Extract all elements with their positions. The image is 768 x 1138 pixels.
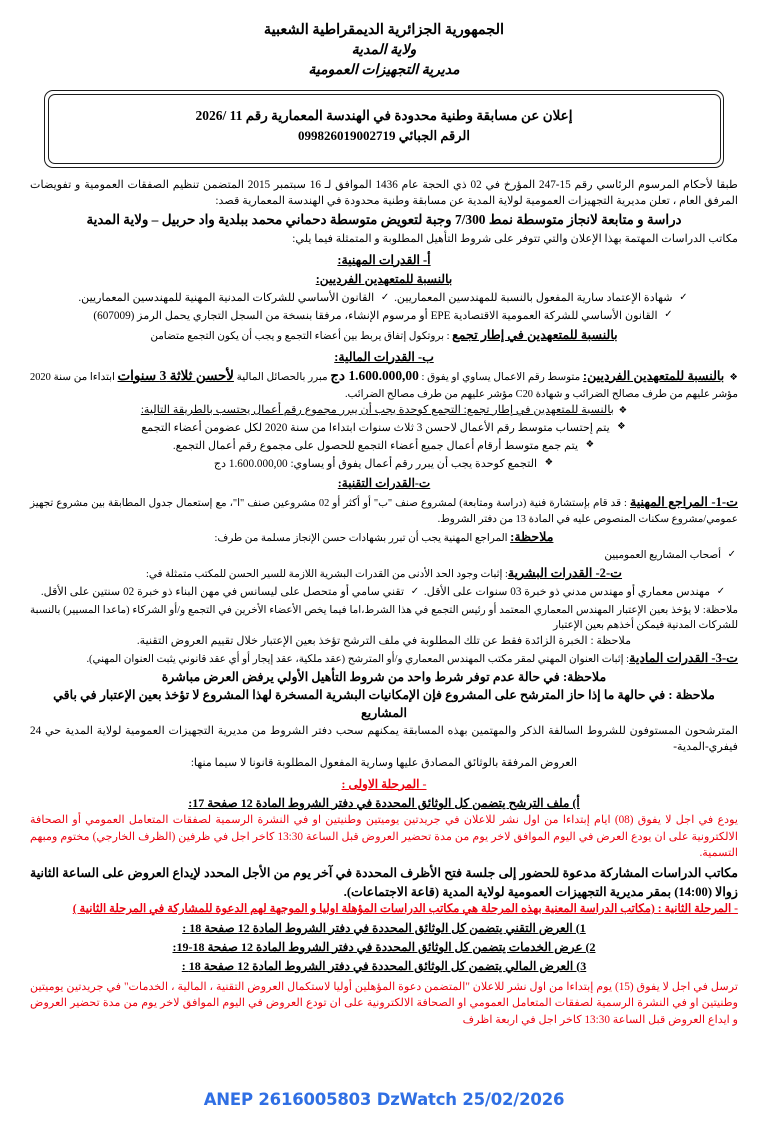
section-c-heading: ت-القدرات التقنية:: [337, 476, 431, 491]
phase-one-heading: - المرحلة الاولى :: [341, 776, 427, 791]
diamond-bullet-icon: ❖: [613, 405, 628, 416]
section-c2-line: [30, 564, 738, 582]
section-c1-note-list: [30, 548, 738, 564]
list-item: ✓ أصحاب المشاريع العموميين: [30, 548, 738, 564]
section-c1-note-label: ملاحظة:: [510, 530, 554, 545]
section-b-group-intro-line: [30, 402, 738, 419]
wilaya-heading: ولاية المدية: [351, 42, 417, 58]
list-item: ❖ يتم جمع متوسط أرقام أعمال جميع أعضاء التجمع للحصول على مجموع رقم أعمال التجمع.: [173, 438, 595, 455]
section-c1-note-text: المراجع المهنية يجب أن تبرر بشهادات حسن الإنجاز مسلمة من طرف:: [214, 533, 511, 545]
list-item: ✓ شهادة الإعتماد سارية المفعول بالنسبة للمهندسين المعماريين.: [394, 290, 690, 307]
phase-one-red-paragraph: يودع في اجل لا يفوق (08) ايام إبتداءا من اول نشر للاعلان في جريدتين يوميتين وطنيتين او في النشرة الرسمية لصفقات المتعامل العمومي أو الصحافة الالكترونية على ان يودع العرض في اليوم الموافق لاخر يوم من مدة تحضير العروض قبل الساعة 13:30 كاخر اجل في ظرفين (الظرف الخارجي) مختوم ومبهم التسمية.: [30, 814, 739, 860]
list-item: ❖ يتم إحتساب متوسط رقم الأعمال لاحسن 3 ثلاث سنوات ابتداءا من سنة 2020 لكل عضومن أعضاء التجمع: [141, 420, 626, 437]
phase-one-item-a: أ) ملف الترشح يتضمن كل الوثائق المحددة في دفتر الشروط المادة 12 صفحة 17:: [188, 795, 580, 810]
tax-id-label: الرقم الجبائي: [398, 128, 470, 144]
phase-two-heading: - المرحلة الثانية : (مكاتب الدراسة المعنية بهذه المرحلة هي مكاتب الدراسات المؤهلة اوليا و الموجهة لهم الدعوة للمشاركة في المرحلة الثانية ): [72, 902, 738, 916]
eligibility-line: مكاتب الدراسات المهتمة بهذا الإعلان والتي تتوفر على شروط التأهيل المطلوبة و المتمثلة فيما يلي:: [292, 233, 738, 246]
phase-two-item-1: 1) العرض التقني يتضمن كل الوثائق المحددة في دفتر الشروط المادة 12 صفحة 18 :: [182, 920, 586, 935]
section-c3-label: ت-3- القدرات المادية: [629, 651, 738, 666]
intro-paragraph: طبقا لأحكام المرسوم الرئاسي رقم 15-247 المؤرخ في 02 ذي الحجة عام 1436 الموافق لـ 16 سبتمبر 2015 المتضمن تنظيم الصفقات العمومية و تفويضات المرفق العام ، تعلن مديرية التجهيزات العمومية لولاية المدية عن مسابقة وطنية محدودة في الهندسة المعمارية قصد:: [30, 178, 738, 207]
phase-two-item-3: 3) العرض المالي يتضمن كل الوثائق المحددة في دفتر الشروط المادة 12 صفحة 18 :: [181, 958, 587, 973]
section-c1-label: ت-1- المراجع المهنية: [629, 494, 738, 509]
section-b-individual-text-1: متوسط رقم الاعمال يساوي او يفوق :: [418, 371, 583, 383]
section-a-group-label: بالنسبة للمتعهدين في إطار تجمع: [452, 328, 618, 343]
title-box-inner: [48, 94, 721, 164]
phase-two-red-paragraph: ترسل في اجل لا يفوق (15) يوم إبتداءا من اول نشر للاعلان "المتضمن دعوة المؤهلين أوليا لاستكمال العروض التقنية ، المالية ، الخدمات" في جريدتين يوميتين وطنيتين او في النشرة الرسمية لصفقات المتعامل العمومي او الصحافة الالكترونية على ان تودع العروض في اليوم الموافق لاخر يوم من مدة تحضير العروض و ايداع العروض قبل الساعة 13:30 كاخر اجل في اربعة اظرف: [30, 981, 738, 1026]
section-c3-block: [30, 649, 738, 667]
section-c3-text: : إثبات العنوان المهني لمقر مكتب المهندس المعماري و/أو المترشح (عقد ملكية، عقد إيجار أو أي عقد قانوني يثبت العنوان المهني).: [86, 654, 630, 666]
section-b-amount-1: 1.600.000,00 دج: [330, 367, 419, 383]
section-b-best-years: لأحسن ثلاثة 3 سنوات: [117, 367, 234, 383]
diamond-bullet-icon: ❖: [724, 372, 738, 383]
note-2: ملاحظة : في حالهة ما إذا حاز المترشح على المشروع فإن الإمكانيات البشرية المسخرة لهذا المشروع لا تؤخذ بعين الإعتبار في باقي المشاريع: [53, 688, 715, 721]
list-item: ✓ القانون الأساسي للشركة العمومية الاقتصادية EPE أو مرسوم الإنشاء، مرفقا بنسخة من السجل التجاري يحمل الرمز (607009): [93, 308, 674, 325]
section-c2-note-2: ملاحظة : الخبرة الزائدة فقط عن تلك المطلوبة في ملف الترشح تؤخذ بعين الإعتبار خلال تقييم العروض التقنية.: [136, 634, 632, 647]
section-b-heading: ب- القدرات المالية:: [334, 349, 434, 364]
section-a-group-text: : بروتكول إتفاق يربط بين أعضاء التجمع و يجب أن يكون التجمع متضامن: [150, 331, 453, 343]
directorate-heading: مديرية التجهيزات العمومية: [308, 62, 460, 78]
section-b-individual-text-4: ابتداءا من سنة 2020 مؤشر عليهم من طرف مصالح الضرائب و شهادة C20 مؤشر عليهم من طرف مصالح الضرائب.: [30, 371, 738, 400]
section-b-individual-text-2: مبرر بالحصائل المالية: [233, 371, 331, 383]
section-a-heading: أ- القدرات المهنية:: [337, 252, 431, 267]
withdrawal-paragraph: المترشحون المستوفون للشروط السالفة الذكر والمهتمين بهذه المسابقة يمكنهم سحب دفتر الشروط من مديرية التجهيزات العمومية لولاية المدية حي 24 فيفري-المدية-: [30, 724, 738, 754]
list-item: ✓ القانون الأساسي للشركات المدنية المهنية للمهندسين المعماريين.: [78, 290, 391, 307]
section-a-group-line: [30, 326, 738, 344]
section-c1-note: [30, 528, 738, 546]
section-b-group-list: [30, 420, 738, 473]
anep-reference: ANEP 2616005803 DzWatch 25/02/2026: [203, 1090, 565, 1109]
footer: [0, 1090, 768, 1110]
section-c2-label: ت-2- القدرات البشرية: [507, 566, 623, 581]
note-1: ملاحظة: في حالة عدم توفر شرط واحد من شروط التأهيل الأولي يرفض العرض مباشرة: [161, 669, 607, 684]
project-subject: دراسة و متابعة لانجاز متوسطة نمط 7/300 وجبة لتعويض متوسطة دحماني محمد ببلدية واد حربيل – ولاية المدية: [86, 212, 682, 228]
section-b-individual-label: بالنسبة للمتعهدين الفرديين:: [582, 368, 725, 383]
republic-heading: الجمهورية الجزائرية الديمقراطية الشعبية: [263, 22, 505, 38]
phase-two-item-2: 2) عرض الخدمات يتضمن كل الوثائق المحددة في دفتر الشروط المادة 12 صفحة 18-19:: [172, 939, 596, 954]
phase-one-session: مكاتب الدراسات المشاركة مدعوة للحضور إلى جلسة فتح الأظرف المحددة في آخر يوم من الأجل المحدد لإيداع العروض على الساعة الثانية زوالا (14:00) بمقر مديرية التجهيزات العمومية لولاية المدية (قاعة الاجتماعات).: [30, 866, 738, 899]
section-b-individual-block: [30, 366, 738, 402]
section-c2-list: [30, 584, 738, 602]
offers-paragraph: العروض المرفقة بالوثائق المصادق عليها وسارية المفعول المطلوبة قانونا لا سيما منها:: [190, 757, 578, 770]
list-item: ❖ التجمع كوحدة يجب أن يبرر رقم أعمال يفوق أو يساوي: 1.600.000,00 دج: [214, 456, 554, 473]
section-c1-block: [30, 493, 738, 528]
section-c1-text: : قد قام بإستشارة فنية (دراسة ومتابعة) لمشروع صنف "ب" أو أكثر أو 02 مشروعين صنف "ا"، مع إستعمال جدول المطابقة بين مشروع تجهيز عمومي/مشروع سكنات المنصوص عليه في المادة 13 من دفتر الشروط.: [30, 497, 738, 526]
list-item: ✓ مهندس معماري أو مهندس مدني ذو خبرة 03 سنوات على الأقل.: [424, 584, 727, 601]
section-c2-text: : إثبات وجود الحد الأدنى من القدرات البشرية اللازمة للسير الحسن للمكتب متمثلة في:: [145, 569, 508, 581]
tax-id-value: 099826019002719: [298, 128, 396, 144]
tax-id-line: [59, 126, 710, 147]
section-a-individual-list: [30, 290, 738, 326]
section-b-group-intro: بالنسبة للمتعهدين في إطار تجمع: التجمع كوحدة يجب أن يبرر مجموع رقم أعمال يحتسب بالطريقة التالية:: [140, 403, 614, 416]
masthead: [30, 20, 738, 81]
list-item: ✓ تقني سامي أو متحصل على ليسانس في مهن البناء ذو خبرة 02 سنتين على الأقل.: [41, 584, 421, 601]
section-a-individual-heading: بالنسبة للمتعهدين الفرديين:: [315, 271, 453, 286]
section-c2-note-1: ملاحظة: لا يؤخذ بعين الإعتبار المهندس المعماري المعتمد أو رئيس التجمع في هذا الشرط،اما فيما يخص الأعضاء الأخرين في التجمع و/أو الشركاء (ماعدا المسيير) بالنسبة للشركات المدنية فيمكن أخذهم بعين الإعتبار: [30, 604, 738, 631]
document-body: [30, 177, 738, 1029]
announcement-title: إعلان عن مسابقة وطنية محدودة في الهندسة المعمارية رقم 11 /2026: [195, 107, 573, 123]
title-box: [44, 90, 724, 167]
